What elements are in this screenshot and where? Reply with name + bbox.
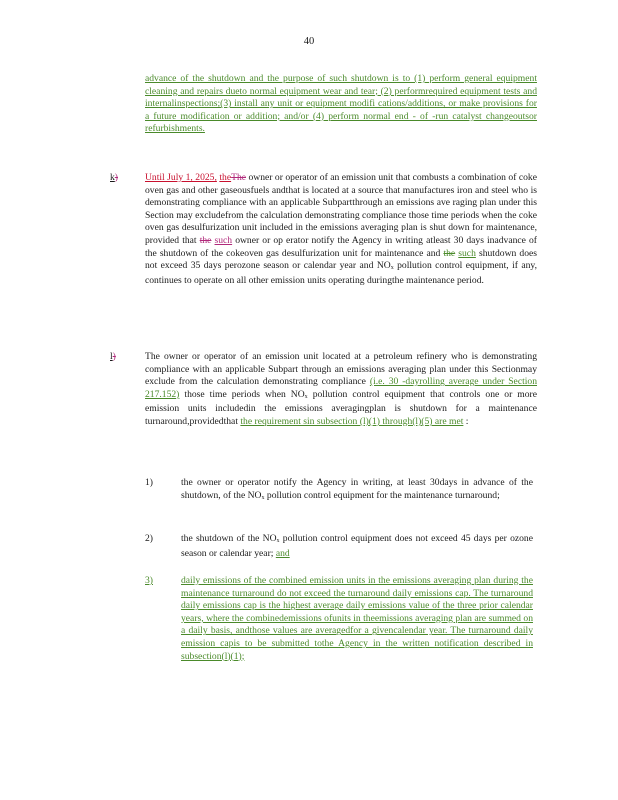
subsection-l-paragraph [145,351,537,429]
k-nox-subscript: x [390,265,394,272]
item-3-text [181,575,533,663]
k-letter: k [110,172,115,183]
k-deleted-the-3: the [443,247,456,259]
item-2-text-2: pollution control equipment does not exceed 45 days per ozone season or calendar year; [181,533,533,559]
k-text-1: owner or operator of an emission unit that combusts a combination of coke oven gas and other gaseousfuels andthat is located at a source that manufactures iron and steel who is demonstrating compliance with an applicable Subpartthrough an emissions ave raging plan under this Section may excludefrom the calculation demonstrating compliance those time periods when the coke oven gas desulfurization unit included in the emissions averaging plan is shut down for maintenance, provided that [145,172,537,246]
item-1-text-2: pollution control equipment for the maintenance turnaround; [266,489,500,501]
k-deleted-the: The [231,172,247,183]
k-deleted-the-2: the [199,234,212,246]
item-2-number: 2) [145,533,153,544]
page-number: 40 [303,36,315,47]
item-3-inserted-text: daily emissions of the combined emission units in the emissions averaging plan during the maintenance turnaround do not exceed the turnaround daily emissions cap. The turnaround daily emissions cap is the highest average daily emissions value of the three prior calendar years, where the combinedemissions ofunits in theemissions averaging plan are summed on a daily basis, andthose values are averagedfor a givencalendar year. The turnaround daily emission capis to be submitted tothe Agency in the written notification described in subsection(l)(1); [181,575,533,662]
k-deleted-paren: ) [114,172,118,183]
l-text-4: : [465,415,469,427]
k-inserted-such-2: such [458,247,476,259]
item-2-inserted-and: and [275,547,290,559]
k-text-3: shutdown does not exceed 35 days perozone season or calendar year and NO [145,247,537,272]
k-inserted-such-1: such [214,234,233,246]
continuation-paragraph [145,73,537,136]
item-1-nox-subscript: x [261,494,265,501]
l-text-1: The owner or operator of an emission unit located at a petroleum refinery who is demonstrating compliance with an applicable Subpart through an emissions averaging plan under this Sectionmay exclude from the calculation demonstrating compliance [145,351,537,388]
l-text-2: those time periods when NO [184,388,305,400]
continuation-text: advance of the shutdown and the purpose of such shutdown is to (1) perform general equipment cleaning and repairs dueto normal equipment wear and tear; (2) performrequired equipment tests and internalinspections;(3) install any unit or equipment modifi cations/additions, or make provisions for a future modification or addition; and/or (4) perform normal end - of -run catalyst changeoutsor refurbishments. [145,73,537,135]
l-deleted-paren: ) [112,351,116,362]
item-2-text [181,533,533,560]
item-1-text-1: the owner or operator notify the Agency in writing, at least 30days in advance of the shutdown, of the NO [181,477,533,501]
item-1-text [181,477,533,504]
item-3-number [145,575,153,586]
item-2-nox-subscript: x [276,538,280,544]
k-text-4: pollution control equipment, if any, continues to operate on all other emission units operating duringthe maintenance period. [145,260,537,286]
k-text-2: owner or op erator notify the Agency in writing atleast 30 days inadvance of the shutdown of the cokeoven gas desulfurization unit for maintenance and [145,234,537,259]
subsection-k-marker [110,172,118,183]
l-letter: l [110,351,113,362]
l-nox-subscript: x [304,393,308,400]
subsection-l-marker [110,351,116,362]
k-inserted-the: the [219,172,232,183]
item-1-number: 1) [145,477,153,488]
k-inserted-date: Until July 1, 2025, [145,172,217,183]
item-2-text-1: the shutdown of the NO [181,533,277,544]
item-3-num-text: 3) [145,575,153,586]
l-inserted-requirements: the requirement sin subsection (l)(1) through(l)(5) are met [240,415,464,427]
l-text-3: pollution control equipment that controls one or more emission units includedin the emissions averagingplan is shutdown for a maintenance turnaround,providedthat [145,388,538,427]
l-inserted-rolling-average: (i.e. 30 -dayrolling average under Section 217.152) [145,376,538,400]
subsection-k-paragraph [145,172,537,287]
